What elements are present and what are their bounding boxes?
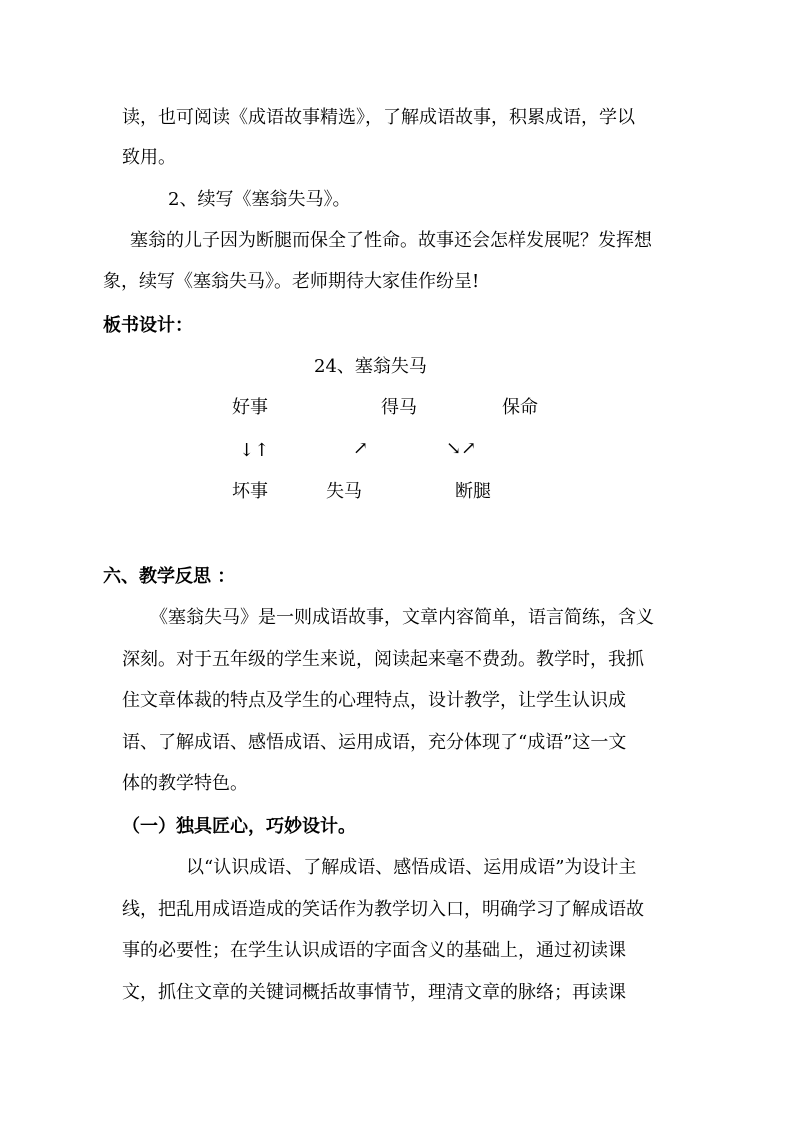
section-heading-board: 板书设计： xyxy=(103,315,193,336)
paragraph-line: 事的必要性；在学生认识成语的字面含义的基础上，通过初读课 xyxy=(122,940,626,961)
section-heading-reflection: 六、教学反思 ： xyxy=(103,566,236,587)
board-word-save-life: 保命 xyxy=(502,397,538,418)
paragraph-line: 致用。 xyxy=(122,147,176,168)
paragraph-line: 文，抓住文章的关键词概括故事情节，理清文章的脉络；再读课 xyxy=(122,982,626,1003)
board-title: 24、塞翁失马 xyxy=(314,356,427,377)
paragraph-line: 象，续写《塞翁失马》。老师期待大家佳作纷呈! xyxy=(103,271,480,292)
board-word-bad: 坏事 xyxy=(232,481,268,502)
paragraph-line: 以“认识成语、了解成语、感悟成语、运用成语”为设计主 xyxy=(186,857,637,878)
board-word-gain-horse: 得马 xyxy=(381,397,417,418)
board-word-broken-leg: 断腿 xyxy=(455,481,491,502)
paragraph-line: 《塞翁失马》是一则成语故事，文章内容简单，语言简练，含义 xyxy=(150,607,654,628)
arrow-northeast-icon: ↗ xyxy=(353,438,369,459)
paragraph-line: 读，也可阅读《成语故事精选》，了解成语故事，积累成语，学以 xyxy=(122,107,635,128)
subsection-heading: （一）独具匠心，巧妙设计。 xyxy=(122,816,356,837)
paragraph-line: 体的教学特色。 xyxy=(122,773,248,794)
arrow-up-down-icon: ↓↑ xyxy=(239,440,270,461)
board-word-lose-horse: 失马 xyxy=(326,481,362,502)
paragraph-line: 住文章体裁的特点及学生的心理特点，设计教学，让学生认识成 xyxy=(122,690,626,711)
board-word-good: 好事 xyxy=(232,397,268,418)
paragraph-line: 语、了解成语、感悟成语、运用成语，充分体现了“成语”这一文 xyxy=(122,732,627,753)
paragraph-line: 线，把乱用成语造成的笑话作为教学切入口，明确学习了解成语故 xyxy=(122,899,644,920)
item-heading: 2、续写《塞翁失马》。 xyxy=(168,189,351,210)
paragraph-line: 深刻。对于五年级的学生来说，阅读起来毫不费劲。教学时，我抓 xyxy=(122,649,644,670)
arrow-down-up-icon: ↘↗ xyxy=(446,438,477,459)
paragraph-line: 塞翁的儿子因为断腿而保全了性命。故事还会怎样发展呢？发挥想 xyxy=(130,230,652,251)
